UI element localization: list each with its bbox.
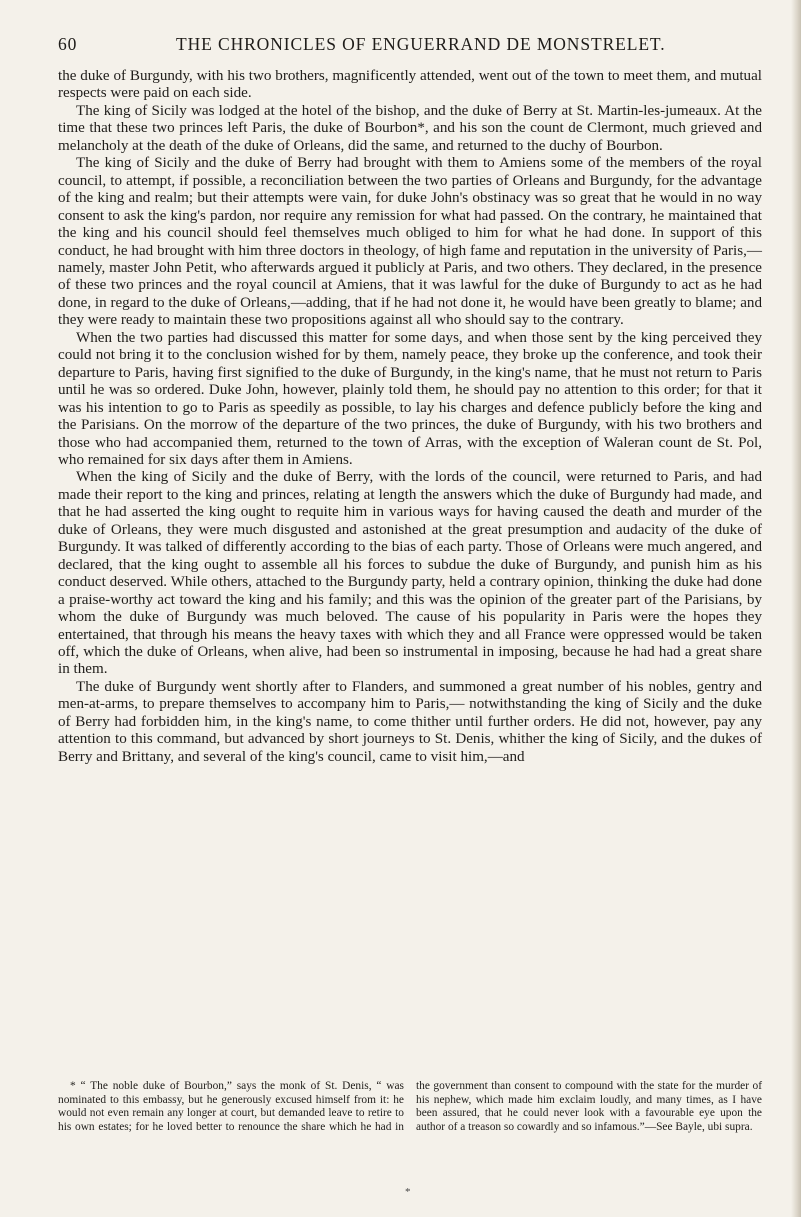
page-number: 60 <box>58 34 78 54</box>
paragraph: The duke of Burgundy went shortly after to Flanders, and summoned a great number of his nobles, gentry and men-at-arms, to prepare themselves to accompany him to Paris,— notwithstanding the king of Sicily and the duke of Berry had forbidden him, in the king's name, to come thither until further orders. He did not, however, pay any attention to this command, but advanced by short journeys to St. Denis, whither the king of Sicily, and the dukes of Berry and Brittany, and several of the king's council, came to visit him,—and <box>58 678 762 765</box>
paragraph: the duke of Burgundy, with his two brothers, magnificently attended, went out of the town to meet them, and mutual respects were paid on each side. <box>58 68 762 102</box>
footnotes <box>58 1080 762 1134</box>
running-title: THE CHRONICLES OF ENGUERRAND DE MONSTRELET. <box>176 34 666 54</box>
running-header <box>58 34 748 58</box>
body-text <box>58 68 762 766</box>
paragraph: When the two parties had discussed this matter for some days, and when those sent by the king perceived they could not bring it to the conclusion wished for by them, namely peace, they broke up the conference, and took their departure to Paris, having first signified to the duke of Burgundy, in the king's name, that he must not return to Paris until he was so ordered. Duke John, however, plainly told them, he should pay no attention to this order; for that it was his intention to go to Paris as speedily as possible, to lay his charges and defence publicly before the king and the Parisians. On the morrow of the departure of the two princes, the duke of Burgundy, with his two brothers and those who had accompanied them, returned to the town of Arras, with the exception of Waleran count de St. Pol, who remained for six days after them in Amiens. <box>58 329 762 468</box>
footnote: * “ The noble duke of Bourbon,” says the monk of St. Denis, “ was nominated to this embassy, but he generously excused himself from it: he would not even remain any longer at court, but demanded leave to retire to his own estates; for he loved better to renounce the share which he had in the government than consent to compound with the state for the murder of his nephew, which made him exclaim loudly, and many times, as I have been assured, that he could never look with a favourable eye upon the author of a treason so cowardly and so infamous.”—See Bayle, ubi supra. <box>58 1080 762 1133</box>
paragraph: When the king of Sicily and the duke of Berry, with the lords of the council, were returned to Paris, and had made their report to the king and princes, relating at length the answers which the duke of Burgundy had made, and that he had asserted the king ought to requite him in various ways for having caused the death and murder of the duke of Orleans, they were much disgusted and astonished at the great presumption and audacity of the duke of Burgundy. It was talked of differently according to the bias of each party. Those of Orleans were much angered, and declared, that the king ought to assemble all his forces to subdue the duke of Burgundy, and punish him as his conduct deserved. While others, attached to the Burgundy party, held a contrary opinion, thinking the duke had done a praise-worthy act toward the king and his family; and this was the opinion of the greater part of the Parisians, by whom the duke of Burgundy was much beloved. The cause of his popularity in Paris were the hopes they entertained, that through his means the heavy taxes with which they and all France were oppressed would be taken off, which the duke of Orleans, when alive, had been so instrumental in imposing, because he had had a great share in them. <box>58 469 762 678</box>
page-edge-shadow <box>791 0 801 1217</box>
paragraph: The king of Sicily and the duke of Berry had brought with them to Amiens some of the members of the royal council, to attempt, if possible, a reconciliation between the two parties of Orleans and Burgundy, for the advantage of the king and realm; but their attempts were vain, for duke John's obstinacy was so great that he would in no way consent to ask the king's pardon, nor require any remission for what had passed. On the contrary, he maintained that the king and his council should feel themselves much obliged to him for what he had done. In support of this conduct, he had brought with him three doctors in theology, of high fame and reputation in the university of Paris,—namely, master John Petit, who afterwards argued it publicly at Paris, and two others. They declared, in the presence of these two princes and the royal council at Amiens, that it was lawful for the duke of Burgundy to act as he had done, in regard to the duke of Orleans,—adding, that if he had not done it, he would have been greatly to blame; and they were ready to maintain these two propositions against all who should say to the contrary. <box>58 155 762 329</box>
paragraph: The king of Sicily was lodged at the hotel of the bishop, and the duke of Berry at St. Martin-les-jumeaux. At the time that these two princes left Paris, the duke of Bourbon*, and his son the count de Clermont, much grieved and melancholy at the death of the duke of Orleans, did the same, and returned to the duchy of Bourbon. <box>58 102 762 154</box>
signature-mark: * <box>405 1186 411 1198</box>
